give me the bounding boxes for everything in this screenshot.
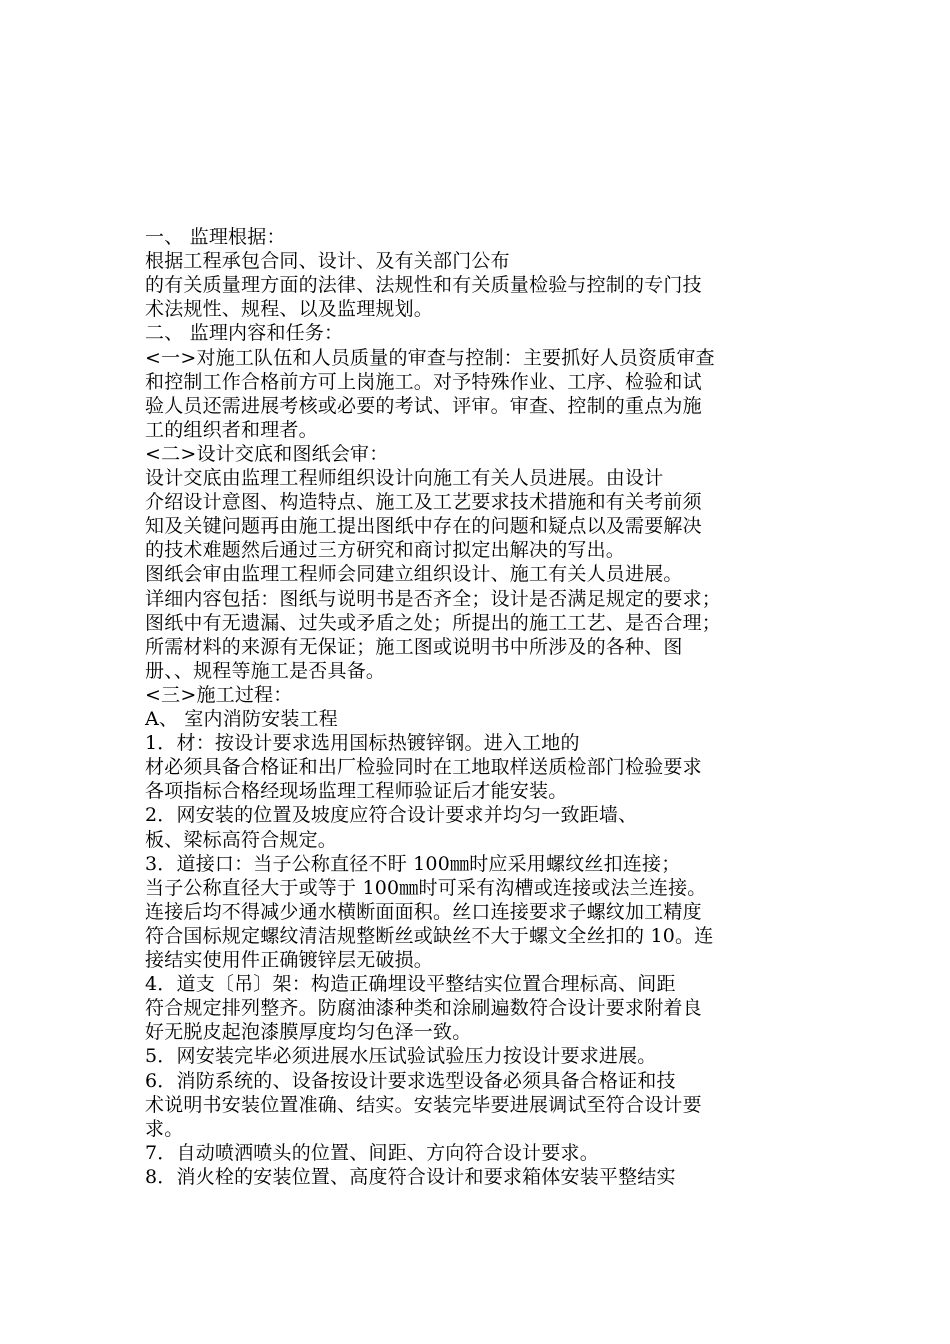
text-line: 求。	[145, 1117, 184, 1140]
text-line: 好无脱皮起泡漆膜厚度均匀色泽一致。	[145, 1021, 472, 1044]
text-line: 术说明书安装位置准确、结实。安装完毕要进展调试至符合设计要	[145, 1093, 702, 1116]
text-line: 和控制工作合格前方可上岗施工。对予特殊作业、工序、检验和试	[145, 370, 702, 393]
text-line: 册、、规程等施工是否具备。	[145, 659, 386, 682]
text-line: 5．网安装完毕必须进展水压试验试验压力按设计要求进展。	[145, 1045, 657, 1068]
text-line: 接结实使用件正确镀锌层无破损。	[145, 949, 434, 971]
text-line: 1．材：按设计要求选用国标热镀锌钢。进入工地的	[145, 732, 580, 755]
text-line: 6．消防系统的、设备按设计要求选型设备必须具备合格证和技	[145, 1069, 676, 1092]
text-line: 当子公称直径大于或等于 100㎜时可采有沟槽或连接或法兰连接。	[145, 876, 707, 899]
text-line: <三>施工过程：	[145, 683, 293, 706]
text-line: 图纸会审由监理工程师会同建立组织设计、施工有关人员进展。	[145, 563, 683, 586]
text-line: 根据工程承包合同、设计、及有关部门公布	[145, 250, 510, 273]
text-line: 连接后均不得减少通水横断面面积。丝口连接要求子螺纹加工精度	[145, 900, 702, 923]
text-line: 介绍设计意图、构造特点、施工及工艺要求技术措施和有关考前须	[145, 491, 702, 514]
text-line: 符合规定排列整齐。防腐油漆种类和涂刷遍数符合设计要求附着良	[145, 997, 702, 1020]
text-line: 8．消火栓的安装位置、高度符合设计和要求箱体安装平整结实	[145, 1165, 676, 1188]
text-line: <二>设计交底和图纸会审：	[145, 442, 389, 465]
text-line: 详细内容包括：图纸与说明书是否齐全；设计是否满足规定的要求；	[145, 587, 722, 610]
text-line: 二、 监理内容和任务：	[145, 322, 344, 345]
text-line: 符合国标规定螺纹清洁规整断丝或缺丝不大于螺文全丝扣的 10。连	[145, 924, 714, 947]
text-line: 工的组织者和理者。	[145, 418, 318, 441]
text-line: 的技术难题然后通过三方研究和商讨拟定出解决的写出。	[145, 539, 626, 562]
text-line: 7．自动喷洒喷头的位置、间距、方向符合设计要求。	[145, 1141, 599, 1164]
text-line: 知及关键问题再由施工提出图纸中存在的问题和疑点以及需要解决	[145, 515, 702, 538]
text-line: 术法规性、规程、以及监理规划。	[145, 298, 434, 321]
text-line: 的有关质量理方面的法律、法规性和有关质量检验与控制的专门技	[145, 274, 702, 297]
text-line: 设计交底由监理工程师组织设计向施工有关人员进展。由设计	[145, 467, 664, 489]
text-line: 4．道支〔吊〕架：构造正确埋设平整结实位置合理标高、间距	[145, 973, 676, 996]
text-line: 3．道接口：当子公称直径不盱 100㎜时应采用螺纹丝扣连接；	[145, 852, 681, 875]
text-line: 所需材料的来源有无保证；施工图或说明书中所涉及的各种、图	[145, 635, 683, 658]
text-line: 2．网安装的位置及坡度应符合设计要求并均匀一致距墙、	[145, 804, 638, 827]
text-line: <一>对施工队伍和人员质量的审查与控制：主要抓好人员资质审查	[145, 346, 715, 369]
text-line: 板、梁标高符合规定。	[145, 828, 338, 851]
text-line: 材必须具备合格证和出厂检验同时在工地取样送质检部门检验要求	[145, 756, 702, 779]
text-line: A、 室内消防安装工程	[145, 708, 338, 730]
text-line: 图纸中有无遗漏、过失或矛盾之处；所提出的施工工艺、是否合理；	[145, 611, 722, 634]
text-line: 验人员还需进展考核或必要的考试、评审。审查、控制的重点为施	[145, 394, 702, 417]
text-line: 各项指标合格经现场监理工程师验证后才能安装。	[145, 780, 568, 803]
text-line: 一、 监理根据：	[145, 226, 286, 248]
